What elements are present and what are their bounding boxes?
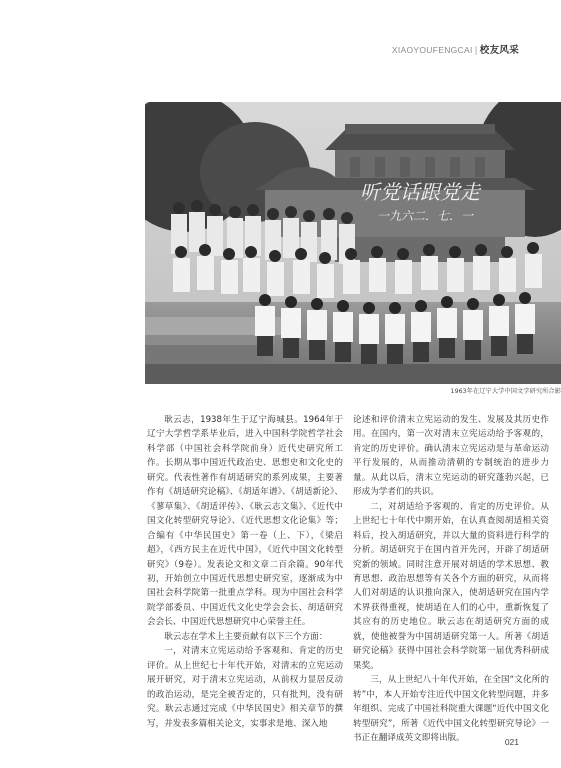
paragraph-contributions-intro: 耿云志在学术上主要贡献有以下三个方面： [164, 631, 328, 642]
photo-caption: 1963年在辽宁大学中国文学研究所合影 [450, 388, 561, 395]
header-title: 校友风采 [479, 45, 519, 56]
svg-text:一九六二．七．一: 一九六二．七．一 [377, 209, 474, 223]
group-photo-image [145, 102, 561, 384]
article-left-column [147, 413, 343, 731]
page-number: 021 [504, 737, 519, 747]
paragraph-bio: 耿云志，1938年生于辽宁海城县。1964年于辽宁大学哲学系毕业后，进入中国科学院哲学社会科学部（中国社会科学院前身）近代史研究所工作。长期从事中国近代政治史、思想史和文化史的研究。代表性著作有胡适研究的系列成果，主要著作有《胡适研究论稿》、《胡适年谱》、《胡适新论》、《蓼草集》、《胡适评传》、《耿云志文集》、《近代中国文化转型研究导论》、《近代思想文化论集》等；合编有《中华民国史》第一卷（上、下），《梁启超》，《西方民主在近代中国》，《近代中国文化转型研究》（9卷）。发表论文和文章二百余篇。90年代初，开始创立中国近代思想史研究室，逐渐成为中国社会科学院第一批重点学科。现为中国社会科学院学部委员、中国近代文化史学会会长、胡适研究会会长、中国近代思想研究中心荣誉主任。 [147, 415, 343, 628]
header-separator: | [474, 46, 478, 56]
article-right-column [353, 413, 549, 745]
paragraph-contribution-1-cont: 论述和评价清末立宪运动的发生、发展及其历史作用。在国内，第一次对清末立宪运动给予客观的，肯定的历史评价。确认清末立宪运动是与革命运动平行发展的，从而推动清朝的专制统治的进步力量。从此以后，清末立宪运动的研究蓬勃兴起，已形成为学者们的共识。 [353, 415, 549, 498]
header-english: XIAOYOUFENGCAI [391, 45, 473, 55]
paragraph-contribution-1: 一，对清末立宪运动给予客观和、肯定的历史评价。从上世纪七十年代开始，对清末的立宪运动展开研究，对于清末立宪运动，从前权力显居反动的政治运动，是完全被否定的，只有批判，没有研究。耿云志通过完成《中华民国史》相关章节的撰写，并发表多篇相关论文，实事求是地、深入地 [147, 646, 343, 729]
paragraph-contribution-2: 二，对胡适给予客观的、肯定的历史评价。从上世纪七十年代中期开始，在认真查阅胡适相关资料后，投入胡适研究，并以大量的资料进行科学的分析。胡适研究于在国内首开先河，开辟了胡适研究新的领域。同时注意开展对胡适的学术思想、教育思想、政治思想等有关各个方面的研究，从而将人们对胡适的认识推向深入，使胡适研究在国内学术界获得重视，使胡适在人们的心中，重新恢复了其应有的历史地位。耿云志在胡适研究方面的成就，使他被誉为中国胡适研究第一人。所著《胡适研究论稿》获得中国社会科学院第一届优秀科研成果奖。 [353, 501, 549, 671]
svg-text:听党话跟党走: 听党话跟党走 [360, 180, 480, 204]
group-photo [145, 102, 561, 384]
paragraph-contribution-3: 三，从上世纪八十年代开始，在全国“文化所的转”中，本人开始专注近代中国文化转型问题，并多年组织、完成了中国社科院重大课题“近代中国文化转型研究”，所著《近代中国文化转型研究导论》一书正在翻译成英文即将出版。 [353, 675, 549, 743]
page-header [392, 42, 519, 56]
